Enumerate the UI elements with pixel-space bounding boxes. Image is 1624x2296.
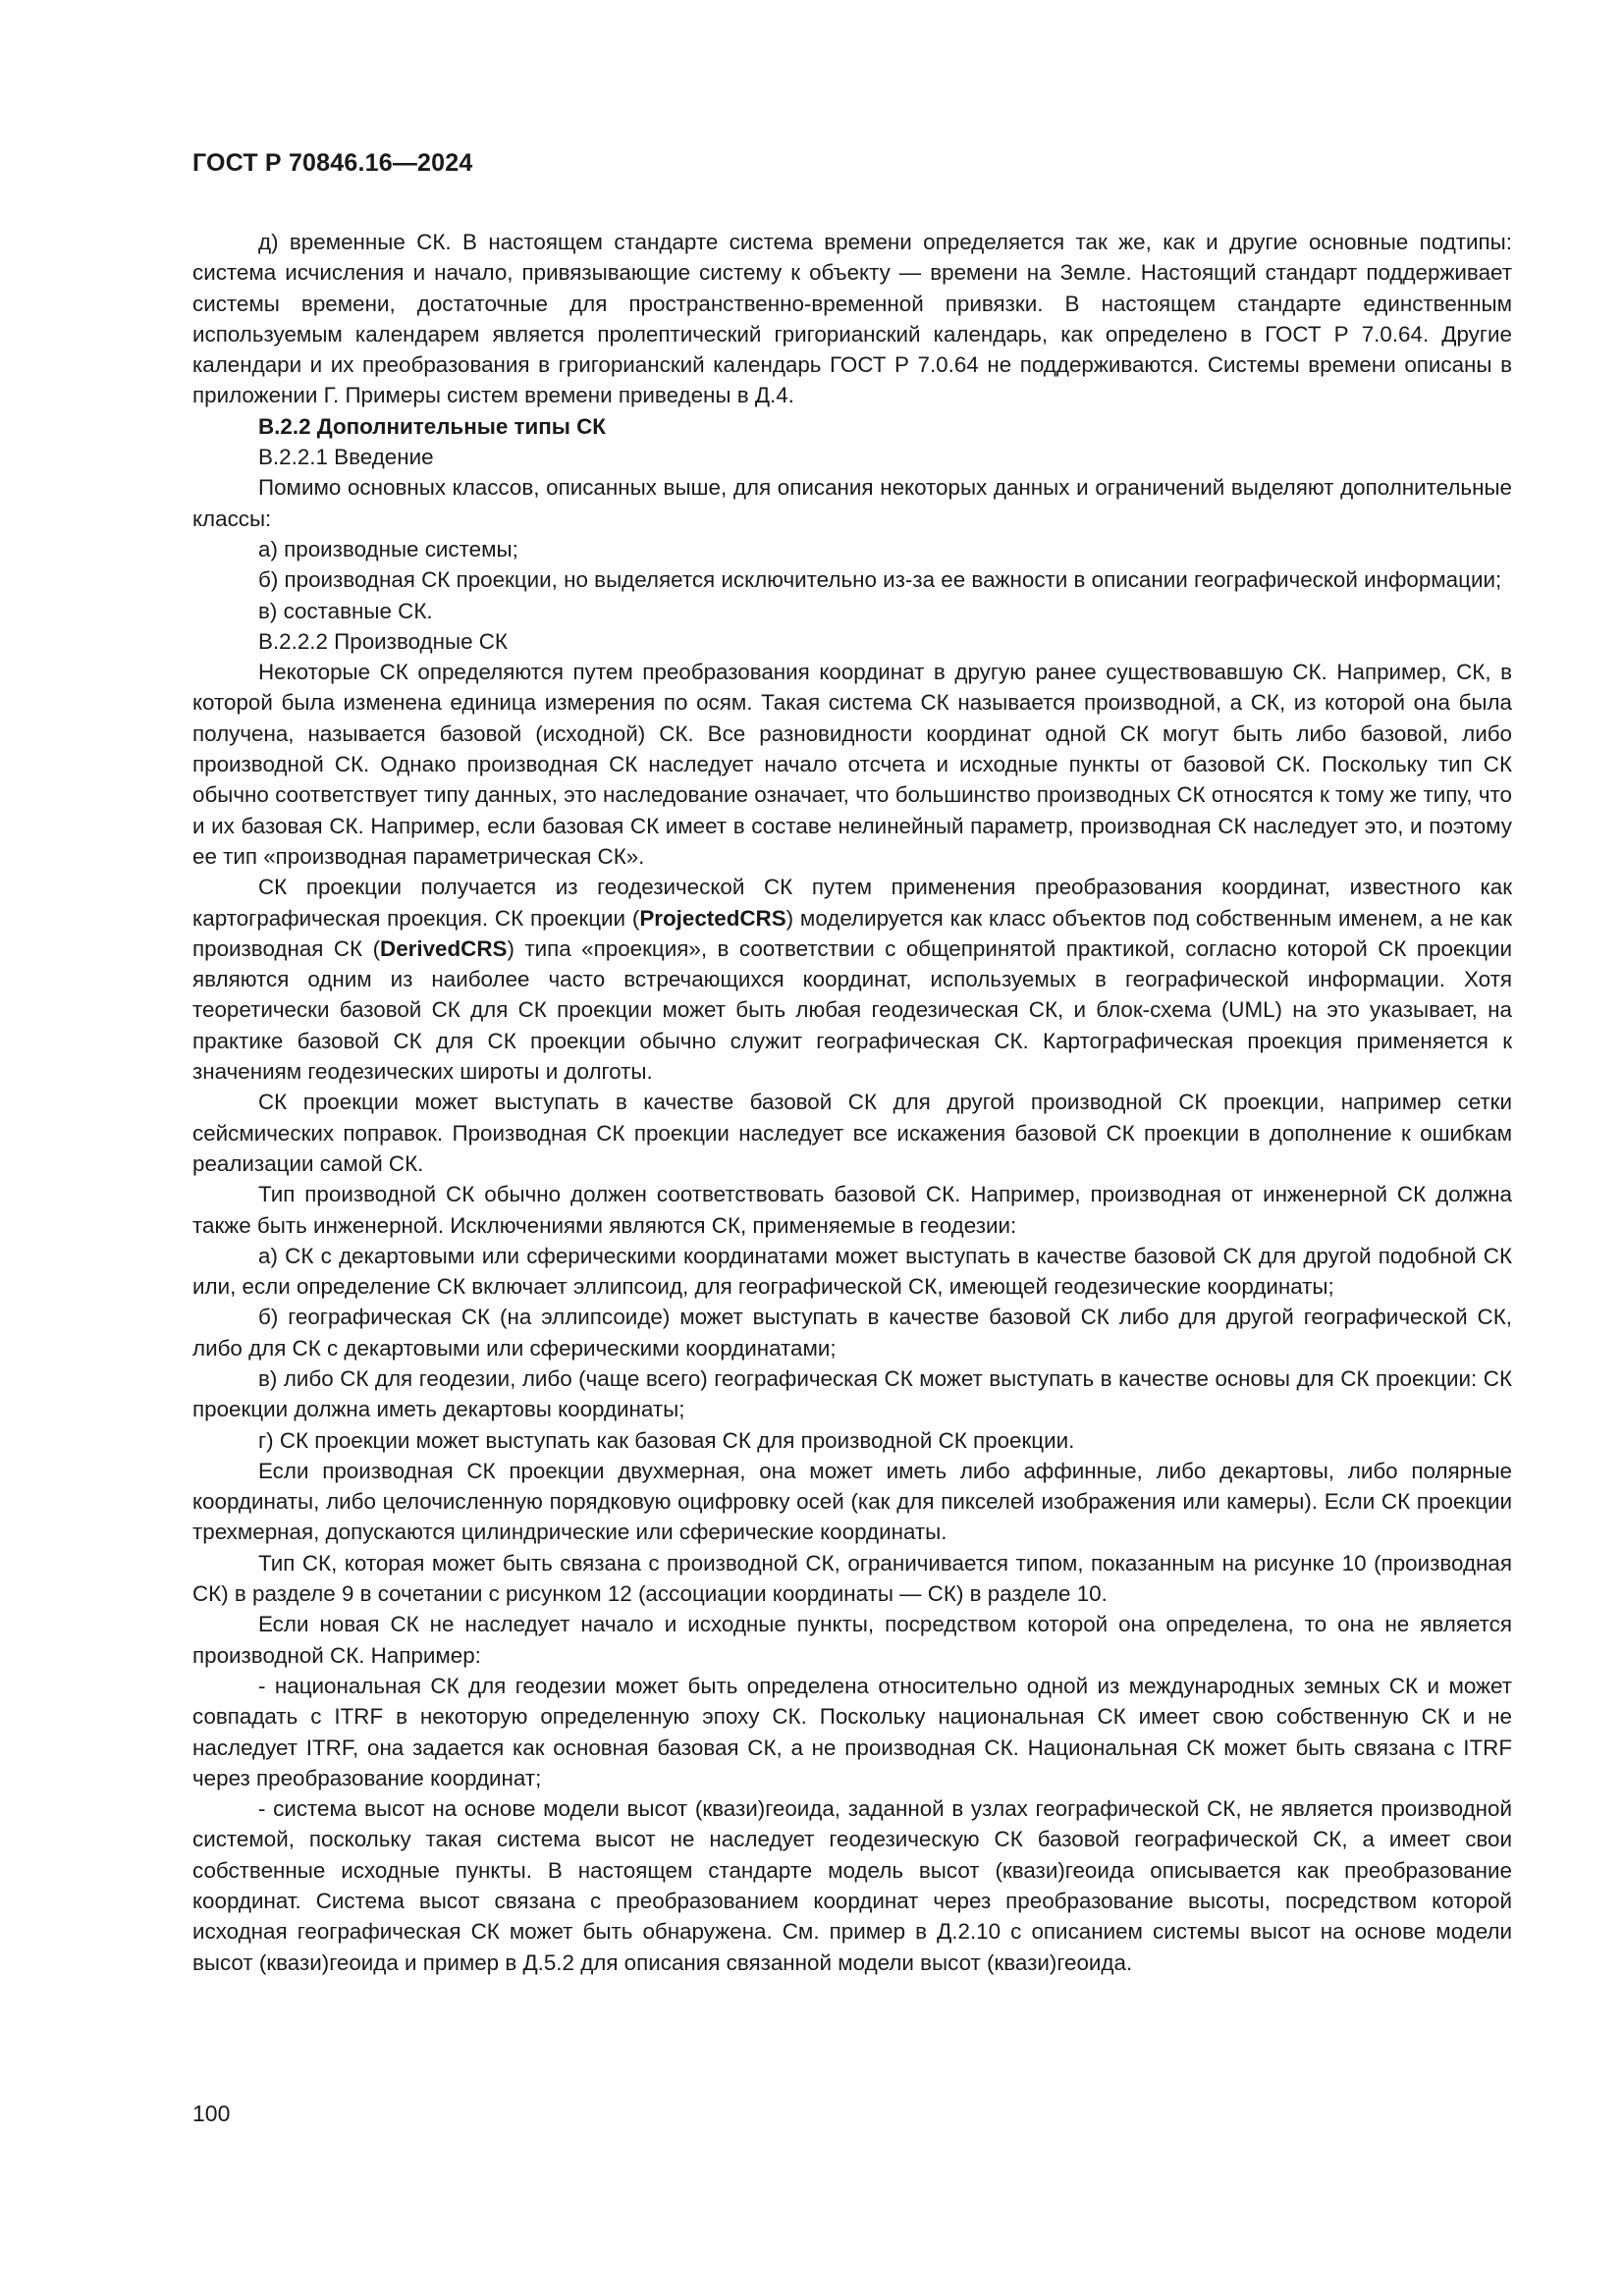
bold-term: ProjectedCRS <box>639 905 786 931</box>
paragraph: СК проекции может выступать в качестве базовой СК для другой производной СК проекции, например сетки сейсмических поправок. Производная СК проекции наследует все искажения базовой СК проекции в дополнение к ошибкам реализации самой СК. <box>192 1090 1512 1176</box>
paragraph: Если новая СК не наследует начало и исходные пункты, посредством которой она определена, то она не является производной СК. Например: <box>192 1612 1512 1668</box>
paragraph: Тип производной СК обычно должен соответствовать базовой СК. Например, производная от инженерной СК должна также быть инженерной. Исключениями являются СК, применяемые в геодезии: <box>192 1182 1512 1238</box>
paragraph: Тип СК, которая может быть связана с производной СК, ограничивается типом, показанным на рисунке 10 (производная СК) в разделе 9 в сочетании с рисунком 12 (ассоциации координаты — СК) в разделе 10. <box>192 1550 1512 1607</box>
paragraph: - система высот на основе модели высот (квази)геоида, заданной в узлах географической СК, не является производной системой, поскольку такая система высот не наследует геодезическую СК базовой географической СК, а имеет свои собственные исходные пункты. В настоящем стандарте модель высот (квази)геоида описывается как преобразование координат. Система высот связана с преобразованием координат через преобразование высоты, посредством которой исходная географическая СК может быть обнаружена. См. пример в Д.2.10 с описанием системы высот на основе модели высот (квази)геоида и пример в Д.5.2 для описания связанной модели высот (квази)геоида. <box>192 1796 1512 1975</box>
document-body <box>192 227 1512 1978</box>
paragraph: В.2.2.2 Производные СК <box>258 628 508 654</box>
document-header: ГОСТ Р 70846.16—2024 <box>192 149 473 177</box>
paragraph: - национальная СК для геодезии может быть определена относительно одной из международных земных СК и может совпадать с ITRF в некоторую определенную эпоху СК. Поскольку национальная СК имеет свою собственную СК и не наследует ITRF, она задается как основная базовая СК, а не производная СК. Национальная СК может быть связана с ITRF через преобразование координат; <box>192 1673 1512 1790</box>
text-run: ) типа «проекция», в соответствии с общепринятой практикой, согласно которой СК проекции являются одним из наиболее часто встречающихся координат, используемых в географической информации. Хотя теоретически базовой СК для СК проекции может быть любая геодезическая СК, и блок-схема (UML) на это указывает, на практике базовой СК для СК проекции обычно служит географическая СК. Картографическая проекция применяется к значениям геодезических широты и долготы. <box>192 935 1512 1085</box>
paragraph: в) составные СК. <box>258 598 433 623</box>
paragraph: а) СК с декартовыми или сферическими координатами может выступать в качестве базовой СК для другой подобной СК или, если определение СК включает эллипсоид, для географической СК, имеющей геодезические координаты; <box>192 1243 1512 1300</box>
paragraph: в) либо СК для геодезии, либо (чаще всего) географическая СК может выступать в качестве основы для СК проекции: СК проекции должна иметь декартовы координаты; <box>192 1365 1512 1422</box>
paragraph: д) временные СК. В настоящем стандарте система времени определяется так же, как и другие основные подтипы: система исчисления и начало, привязывающие систему к объекту — времени на Земле. Настоящий стандарт поддерживает системы времени, достаточные для пространственно-временной привязки. В настоящем стандарте единственным используемым календарем является пролептический григорианский календарь, как определено в ГОСТ Р 7.0.64. Другие календари и их преобразования в григорианский календарь ГОСТ Р 7.0.64 не поддерживаются. Системы времени описаны в приложении Г. Примеры систем времени приведены в Д.4. <box>192 230 1512 408</box>
paragraph: б) производная СК проекции, но выделяется исключительно из-за ее важности в описании географической информации; <box>258 567 1502 593</box>
paragraph <box>192 872 1512 1087</box>
text-run: СК проекции получается из геодезической СК путем применения преобразования координат, известного как картографическая проекция. СК проекции ( <box>192 875 1512 931</box>
paragraph: Некоторые СК определяются путем преобразования координат в другую ранее существовавшую СК. Например, СК, в которой была изменена единица измерения по осям. Такая система СК называется производной, а СК, из которой она была получена, называется базовой (исходной) СК. Все разновидности координат одной СК могут быть либо базовой, либо производной СК. Однако производная СК наследует начало отсчета и исходные пункты от базовой СК. Поскольку тип СК обычно соответствует типу данных, это наследование означает, что большинство производных СК относятся к тому же типу, что и их базовая СК. Например, если базовая СК имеет в составе нелинейный параметр, производная СК наследует это, и поэтому ее тип «производная параметрическая СК». <box>192 660 1512 869</box>
text-run: ) моделируется как класс объектов под собственным именем, а не как производная СК ( <box>192 905 1512 961</box>
paragraph: г) СК проекции может выступать как базовая СК для производной СК проекции. <box>258 1427 1075 1453</box>
paragraph: б) географическая СК (на эллипсоиде) может выступать в качестве базовой СК либо для другой географической СК, либо для СК с декартовыми или сферическими координатами; <box>192 1305 1512 1361</box>
page-number: 100 <box>192 2101 231 2126</box>
section-heading: В.2.2 Дополнительные типы СК <box>258 413 606 439</box>
paragraph: В.2.2.1 Введение <box>258 445 434 470</box>
paragraph: а) производные системы; <box>258 536 518 561</box>
bold-term: DerivedCRS <box>380 935 508 961</box>
paragraph: Если производная СК проекции двухмерная, она может иметь либо аффинные, либо декартовы, либо полярные координаты, либо целочисленную порядковую оцифровку осей (как для пикселей изображения или камеры). Если СК проекции трехмерная, допускаются цилиндрические или сферические координаты. <box>192 1458 1512 1545</box>
paragraph: Помимо основных классов, описанных выше, для описания некоторых данных и ограничений выделяют дополнительные классы: <box>192 475 1512 531</box>
